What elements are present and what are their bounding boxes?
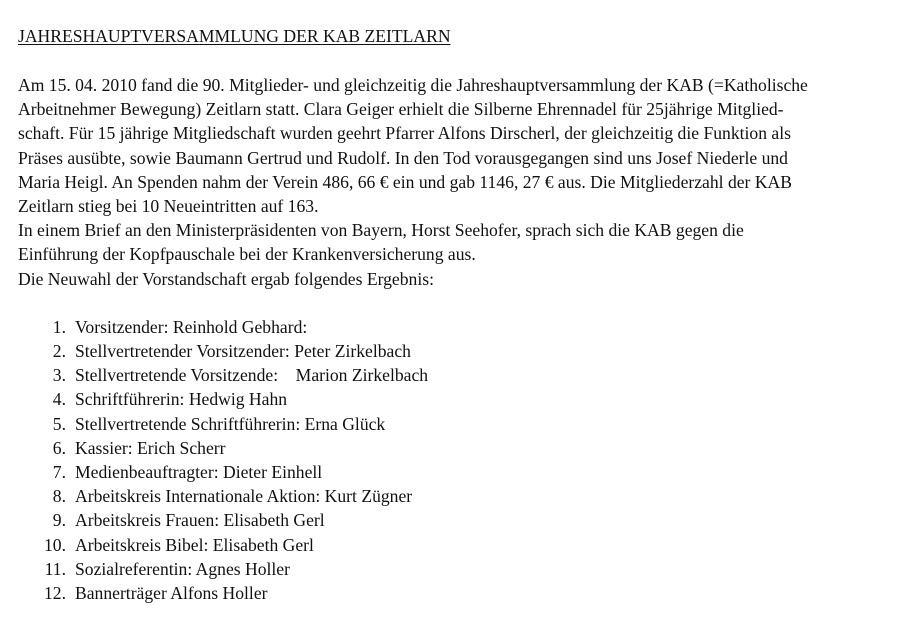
list-item-text: Stellvertretende Schriftführerin: Erna Glück xyxy=(75,413,386,434)
paragraph-line: Am 15. 04. 2010 fand die 90. Mitglieder- und gleichzeitig die Jahreshauptversammlung der KAB (=Katholische xyxy=(18,75,808,95)
list-spacer xyxy=(18,291,893,315)
list-item-number: 10. xyxy=(44,534,66,555)
list-item-number: 11. xyxy=(44,558,66,579)
list-item-text: Schriftführerin: Hedwig Hahn xyxy=(75,389,288,410)
list-item xyxy=(18,436,893,460)
list-item-text: Vorsitzender: Reinhold Gebhard: xyxy=(75,316,308,337)
board-members-list xyxy=(18,315,893,605)
list-item-text: Bannerträger Alfons Holler xyxy=(75,582,268,603)
list-item-text: Kassier: Erich Scherr xyxy=(75,437,226,458)
paragraph-election-intro xyxy=(18,267,893,291)
paragraph-line: Präses ausübte, sowie Baumann Gertrud und Rudolf. In den Tod vorausgegangen sind uns Josef Niederle und xyxy=(18,147,788,168)
list-item-number: 1. xyxy=(52,316,66,337)
list-item xyxy=(18,315,893,339)
paragraph-letter xyxy=(18,218,893,266)
list-item-number: 4. xyxy=(52,389,66,410)
list-item xyxy=(18,533,893,557)
list-item-number: 5. xyxy=(52,413,66,434)
list-item-number: 9. xyxy=(52,510,66,531)
list-item-text: Sozialreferentin: Agnes Holler xyxy=(75,558,290,579)
paragraph-line: Zeitlarn stieg bei 10 Neueintritten auf 163. xyxy=(18,196,319,217)
list-item-text: Stellvertretender Vorsitzender: Peter Zirkelbach xyxy=(75,341,411,362)
list-item-text: Arbeitskreis Internationale Aktion: Kurt Zügner xyxy=(75,486,413,507)
list-item xyxy=(18,508,893,532)
list-item-number: 6. xyxy=(52,437,66,458)
paragraph-line: Die Neuwahl der Vorstandschaft ergab folgendes Ergebnis: xyxy=(18,268,434,289)
list-item-number: 8. xyxy=(52,486,66,507)
list-item xyxy=(18,387,893,411)
list-item xyxy=(18,557,893,581)
paragraph-line: In einem Brief an den Ministerpräsidenten von Bayern, Horst Seehofer, sprach sich die KAB gegen die xyxy=(18,220,744,241)
list-item-number: 12. xyxy=(44,582,66,603)
list-item-text: Medienbeauftragter: Dieter Einhell xyxy=(75,461,323,482)
list-item-text: Stellvertretende Vorsitzende: Marion Zirkelbach xyxy=(75,365,429,386)
document-page xyxy=(18,24,893,605)
paragraph-meeting-report xyxy=(18,73,893,218)
paragraph-line: Maria Heigl. An Spenden nahm der Verein 486, 66 € ein und gab 1146, 27 € aus. Die Mitgliederzahl der KAB xyxy=(18,171,792,192)
list-item xyxy=(18,581,893,605)
list-item-number: 7. xyxy=(52,461,66,482)
document-title: JAHRESHAUPTVERSAMMLUNG DER KAB ZEITLARN xyxy=(18,26,451,46)
list-item xyxy=(18,363,893,387)
paragraph-line: Einführung der Kopfpauschale bei der Krankenversicherung aus. xyxy=(18,244,476,265)
list-item xyxy=(18,460,893,484)
list-item-number: 2. xyxy=(52,341,66,362)
list-item-text: Arbeitskreis Frauen: Elisabeth Gerl xyxy=(75,510,325,531)
list-item xyxy=(18,484,893,508)
paragraph-line: schaft. Für 15 jährige Mitgliedschaft wurden geehrt Pfarrer Alfons Dirscherl, der gleichzeitig die Funktion als xyxy=(18,123,791,144)
list-item-text: Arbeitskreis Bibel: Elisabeth Gerl xyxy=(75,534,314,555)
list-item xyxy=(18,339,893,363)
list-item-number: 3. xyxy=(52,365,66,386)
title-spacer xyxy=(18,48,893,73)
list-item xyxy=(18,412,893,436)
paragraph-line: Arbeitnehmer Bewegung) Zeitlarn statt. Clara Geiger erhielt die Silberne Ehrennadel für 25jährige Mitglied- xyxy=(18,99,784,120)
